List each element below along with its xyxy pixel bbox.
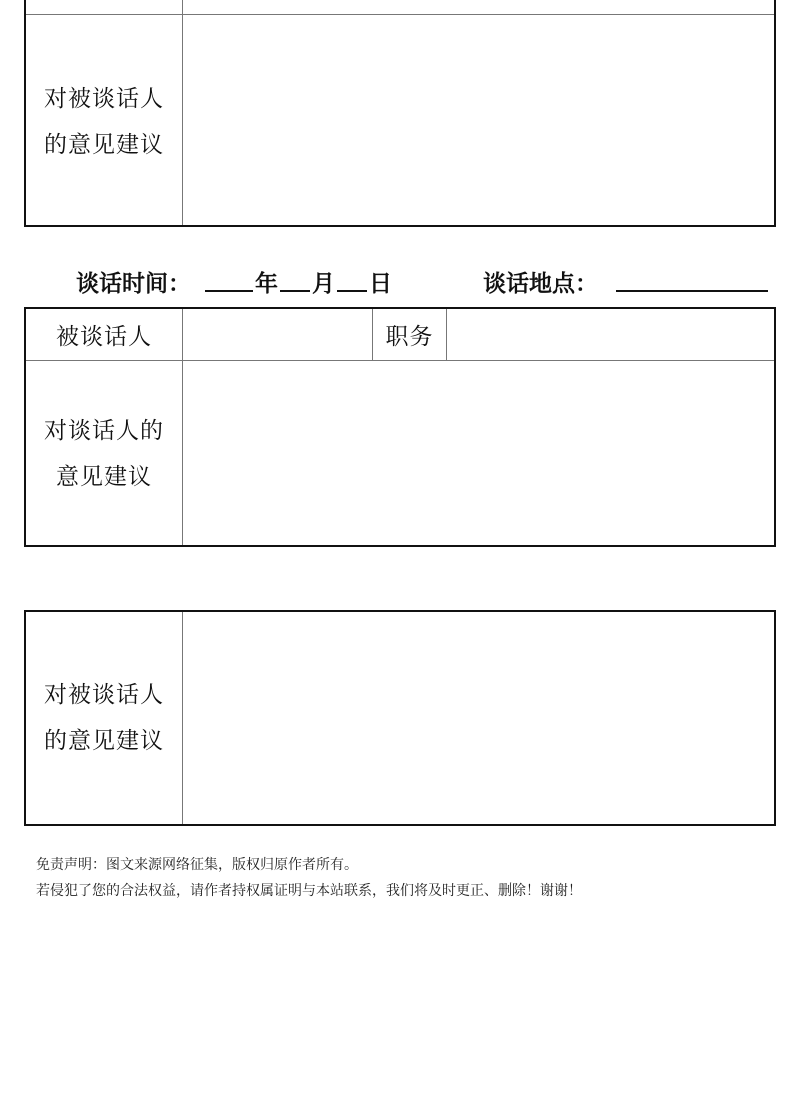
- label-line-1: 对谈话人的: [44, 417, 164, 444]
- interview-time-row: [76, 258, 392, 298]
- place-blank[interactable]: [616, 289, 768, 292]
- interviewee-opinion-table: [24, 610, 776, 826]
- row-divider: [26, 14, 774, 15]
- label-line-2: 意见建议: [56, 463, 152, 490]
- interview-time-label: 谈话时间：: [76, 270, 191, 297]
- disclaimer-line-2: 若侵犯了您的合法权益，请作者持权属证明与本站联系，我们将及时更正、删除！谢谢！: [36, 883, 582, 899]
- interviewee-field[interactable]: [183, 309, 372, 360]
- top-opinion-table: [24, 0, 776, 227]
- disclaimer: [36, 852, 582, 904]
- position-field[interactable]: [447, 309, 774, 360]
- opinion-label-cell: [26, 16, 182, 227]
- month-label: 月: [312, 270, 335, 297]
- day-label: 日: [369, 270, 392, 297]
- day-blank[interactable]: [337, 289, 367, 292]
- month-blank[interactable]: [280, 289, 310, 292]
- label-line-2: 的意见建议: [44, 728, 164, 754]
- position-label: 职务: [385, 324, 434, 350]
- interviewee-label: 被谈话人: [56, 324, 152, 350]
- interview-place-row: [483, 258, 770, 298]
- disclaimer-line-1: 免责声明：图文来源网络征集，版权归原作者所有。: [36, 857, 358, 873]
- label-line-1: 对被谈话人: [44, 682, 164, 708]
- interview-place-label: 谈话地点：: [483, 270, 598, 297]
- column-divider: [182, 0, 183, 225]
- year-blank[interactable]: [205, 289, 253, 292]
- opinion-label-cell: [26, 612, 182, 824]
- label-line-2: 的意见建议: [44, 131, 164, 158]
- year-label: 年: [255, 270, 278, 297]
- opinion-input-area[interactable]: [183, 361, 774, 545]
- opinion-input-area[interactable]: [183, 612, 774, 824]
- opinion-label-cell: [26, 362, 182, 545]
- label-line-1: 对被谈话人: [44, 85, 164, 112]
- interviewer-opinion-table: [24, 307, 776, 547]
